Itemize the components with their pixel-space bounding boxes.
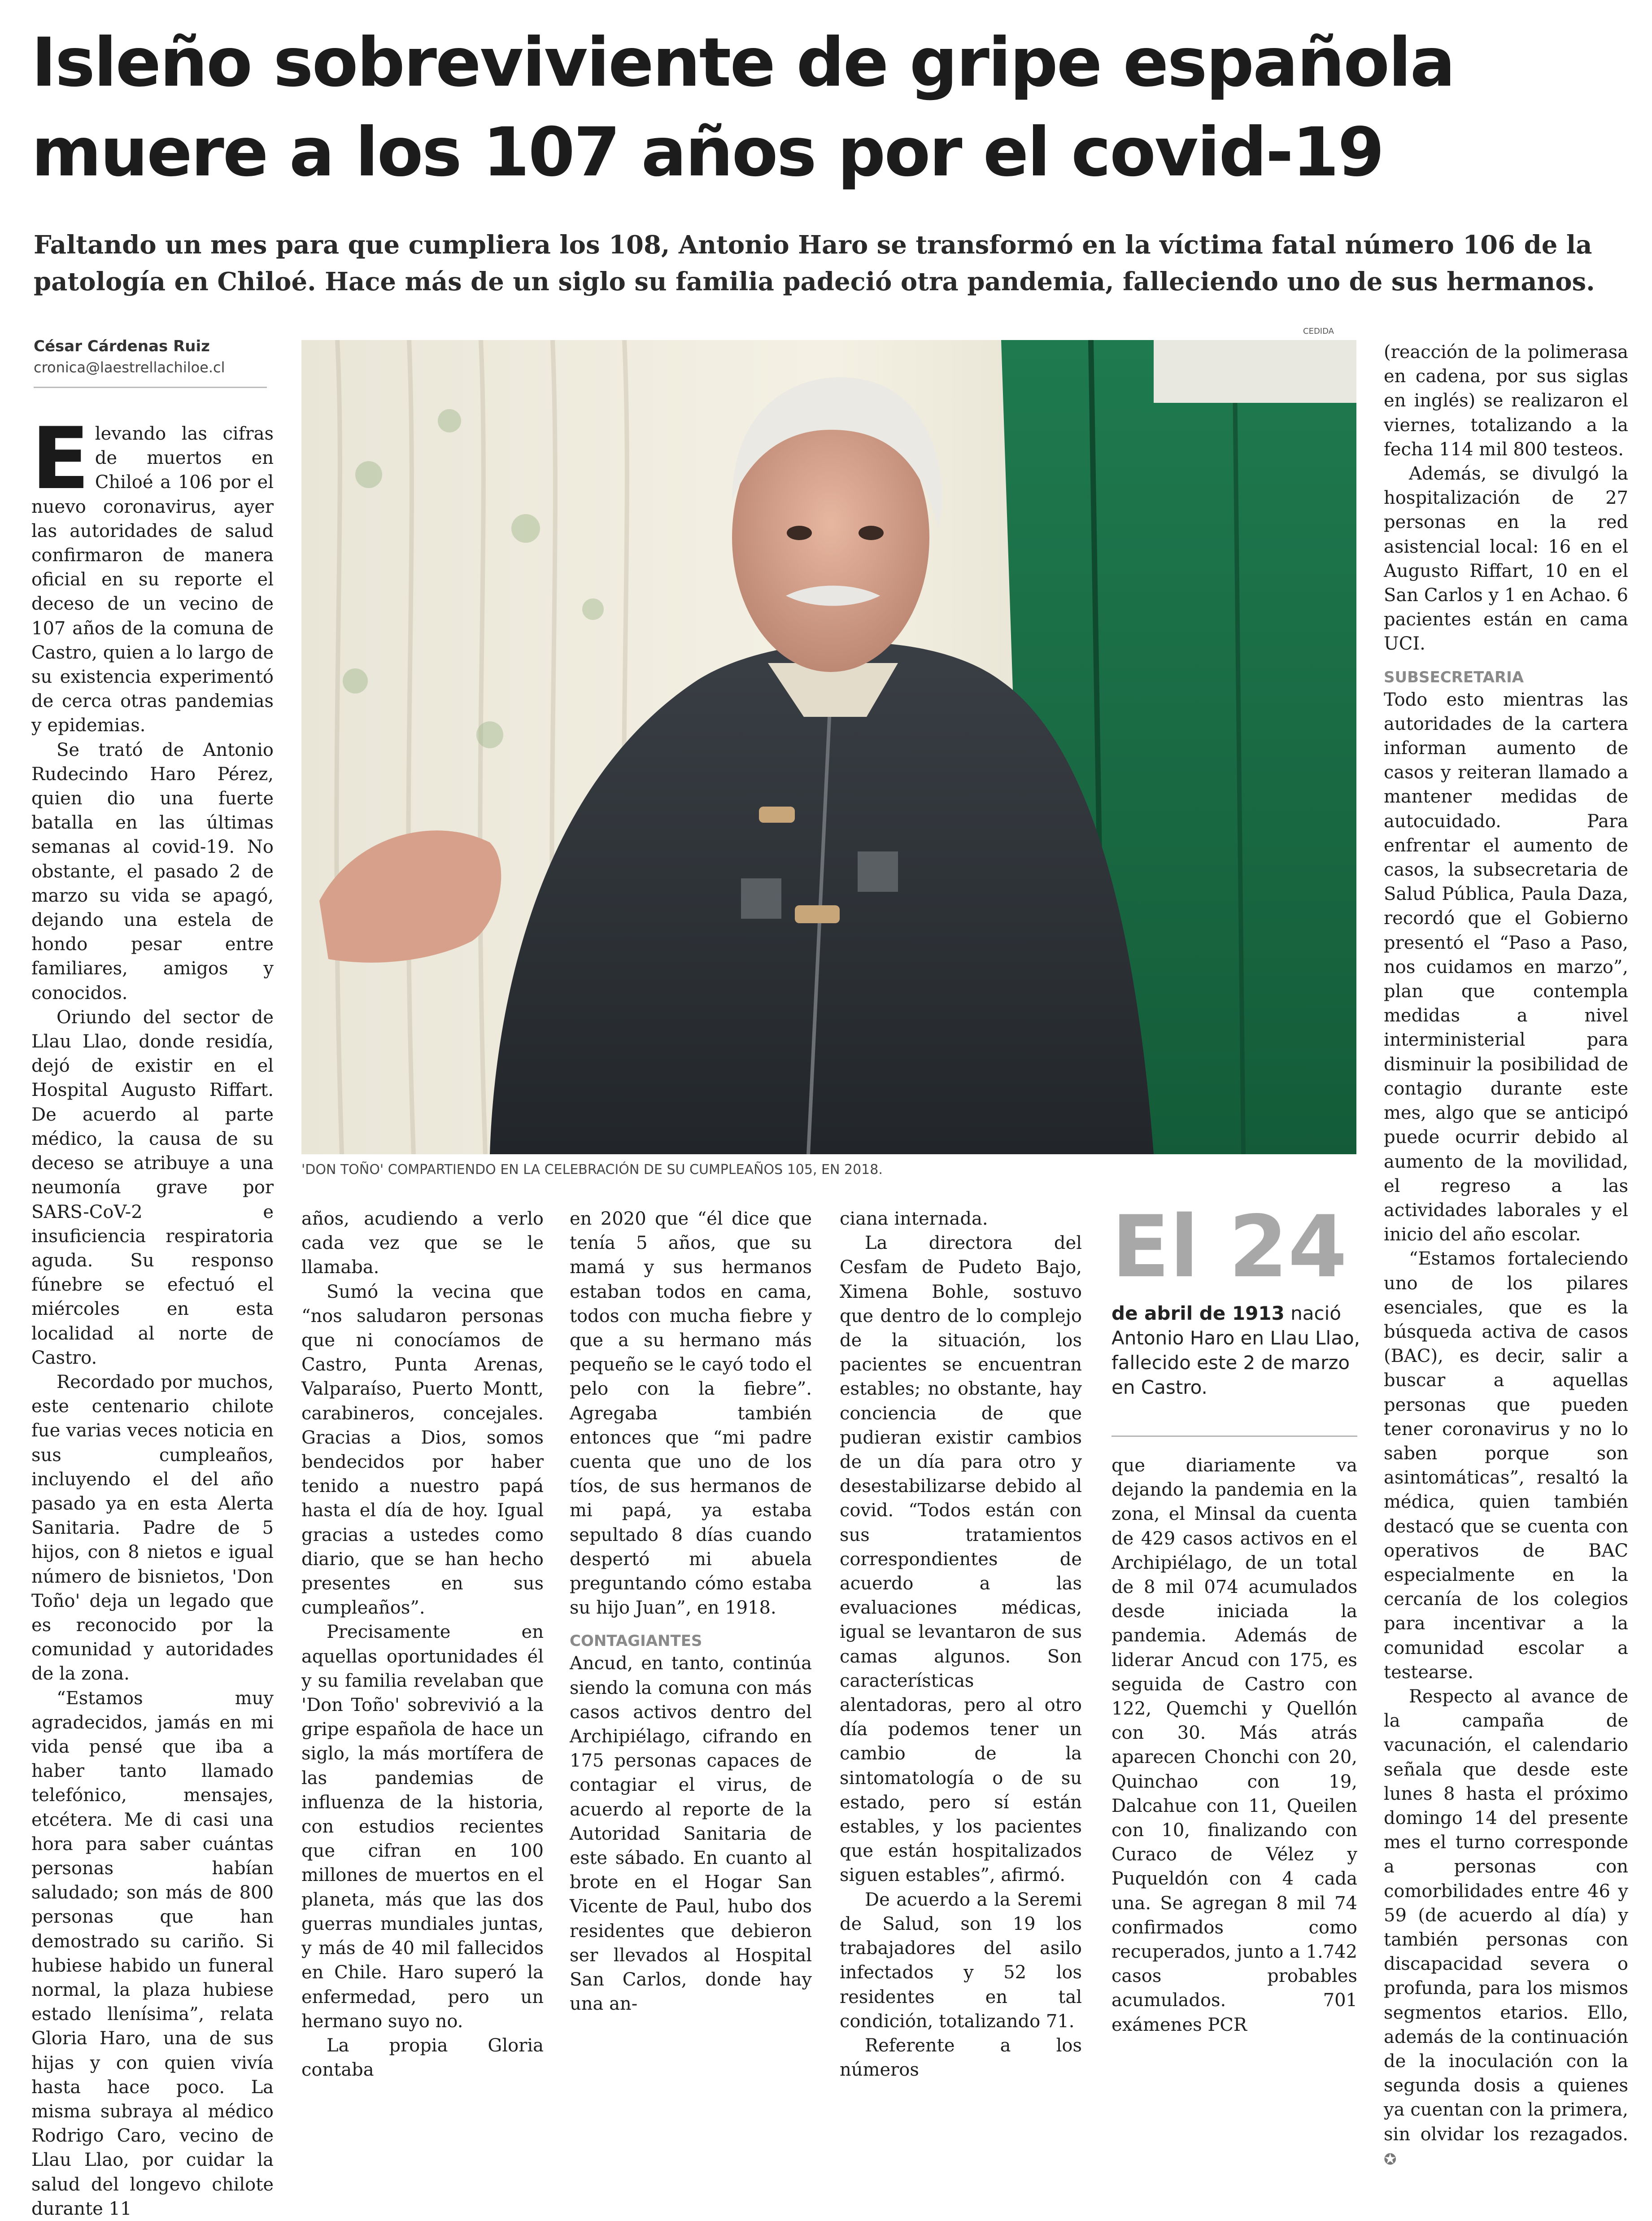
- paragraph: Referente a los números: [840, 2035, 1082, 2081]
- headline: [31, 18, 1628, 197]
- paragraph: De acuerdo a la Seremi de Salud, son 19 los trabajadores del asilo infectados y 52 los residentes en tal condición, totalizando 71.: [840, 1889, 1082, 2032]
- paragraph: Se trató de Antonio Rudecindo Haro Pérez, quien dio una fuerte batalla en las últimas semanas al covid-19. No obstante, el pasado 2 de marzo su vida se apagó, dejando una estela de hondo pesar entre familiares, amigos y conocidos.: [31, 739, 274, 1004]
- byline-email[interactable]: cronica@laestrellachiloe.cl: [34, 359, 225, 376]
- paragraph-text: Respecto al avance de la campaña de vacunación, el calendario señala que desde este lunes 8 hasta el próximo domingo 14 del presente mes el turno corresponde a personas con comorbilidades entre 46 y 59 (de acuerdo al día) y también personas con discapacidad severa o profunda, para los mismos segmentos etarios. Ello, además de la continuación de la inoculación con la segunda dosis a quienes ya cuentan con la primera, sin olvidar los rezagados.: [1384, 1686, 1628, 2145]
- headline-line-2: muere a los 107 años por el covid-19: [31, 113, 1383, 192]
- paragraph: Además, se divulgó la hospitalización de 27 personas en la red asistencial local: 16 en el Augusto Riffart, 10 en el San Carlos y 1 en Achao. 6 pacientes están en cama UCI.: [1384, 463, 1628, 655]
- paragraph: Recordado por muchos, este centenario chilote fue varias veces noticia en sus cumpleaños, incluyendo el del año pasado ya en esta Alerta Sanitaria. Padre de 5 hijos, con 8 nietos e igual número de bisnietos, 'Don Toño' deja un legado que es reconocido por la comunidad y autoridades de la zona.: [31, 1371, 274, 1684]
- photo-credit: CEDIDA: [1303, 327, 1334, 336]
- factbox-rest: nació Antonio Haro en Llau Llao, fallecido este 2 de marzo en Castro.: [1112, 1302, 1360, 1398]
- paragraph: Todo esto mientras las autoridades de la cartera informan aumento de casos y reiteran llamado a mantener medidas de autocuidado. Para enfrentar el aumento de casos, la subsecretaria de Salud Pública, Paula Daza, recordó que el Gobierno presentó el “Paso a Paso, nos cuidamos en marzo”, plan que contempla medidas a nivel interministerial para disminuir la posibilidad de contagio durante este mes, algo que se anticipó puede ocurrir debido al aumento de la movilidad, el regreso a las actividades laborales y el inicio del año escolar.: [1384, 689, 1628, 1245]
- article-column-6: [1384, 340, 1628, 2172]
- byline-divider: [34, 387, 267, 388]
- factbox-text: [1112, 1301, 1363, 1400]
- paragraph: Precisamente en aquellas oportunidades él y su familia revelaban que 'Don Toño' sobrevivió a la gripe española de hace un siglo, la más mortífera de las pandemias de influenza de la historia, con estudios recientes que cifran en 100 millones de muertos en el planeta, más que las dos guerras mundiales juntas, y más de 40 mil fallecidos en Chile. Haro superó la enfermedad, pero un hermano suyo no.: [301, 1622, 544, 2032]
- end-mark-icon: ✪: [1384, 2150, 1397, 2169]
- headline-line-1: Isleño sobreviviente de gripe española: [31, 24, 1454, 102]
- factbox-bold: de abril de 1913: [1112, 1302, 1285, 1324]
- paragraph: [1384, 1684, 1628, 2172]
- paragraph: en 2020 que “él dice que tenía 5 años, que su mamá y sus hermanos estaban todos en cama, todos con mucha fiebre y que a su hermano más pequeño se le cayó todo el pelo con la fiebre”. Agregaba también entonces que “mi padre cuenta que uno de los tíos, de sus hermanos de mi papá, ya estaba sepultado 8 días cuando despertó mi abuela preguntando cómo estaba su hijo Juan”, en 1918.: [570, 1209, 812, 1619]
- photo-caption: 'DON TOÑO' COMPARTIENDO EN LA CELEBRACIÓN DE SU CUMPLEAÑOS 105, EN 2018.: [301, 1162, 883, 1178]
- paragraph: Sumó la vecina que “nos saludaron personas que ni conocíamos de Castro, Punta Arenas, Valparaíso, Puerto Montt, carabineros, concejales. Gracias a Dios, somos bendecidos por haber tenido a nuestro papá hasta el día de hoy. Igual gracias a ustedes como diario, que se han hecho presentes en sus cumpleaños”.: [301, 1281, 544, 1619]
- article-column-1: [31, 409, 274, 2221]
- lead-paragraph: [31, 409, 274, 738]
- section-subtitle-subsecretaria: SUBSECRETARIA: [1384, 668, 1524, 686]
- paragraph: “Estamos fortaleciendo uno de los pilares esenciales, que es la búsqueda activa de casos (BAC), es decir, salir a buscar a aquellas personas que pueden tener coronavirus y no lo saben porque son asintomáticas”, resaltó la médica, quien también destacó que se cuenta con operativos de BAC especialmente en la cercanía de los colegios para incentivar a la comunidad escolar a testearse.: [1384, 1248, 1628, 1683]
- article-column-2: [301, 1207, 544, 2082]
- section-subtitle-contagiantes: CONTAGIANTES: [570, 1632, 702, 1650]
- paragraph: (reacción de la polimerasa en cadena, por sus siglas en inglés) se realizaron el viernes, totalizando a la fecha 114 mil 800 testeos.: [1384, 342, 1628, 460]
- byline-author: César Cárdenas Ruiz: [34, 337, 210, 355]
- article-column-3: [570, 1207, 812, 2016]
- article-column-4: [840, 1207, 1082, 2082]
- paragraph: Oriundo del sector de Llau Llao, donde residía, dejó de existir en el Hospital Augusto Riffart. De acuerdo al parte médico, la causa de su deceso se atribuye a una neumonía grave por SARS-CoV-2 e insuficiencia respiratoria aguda. Su responso fúnebre se efectuó el miércoles en esta localidad al norte de Castro.: [31, 1007, 274, 1368]
- paragraph: que diariamente va dejando la pandemia en la zona, el Minsal da cuenta de 429 casos activos en el Archipiélago, de un total de 8 mil 074 acumulados desde iniciada la pandemia. Además de liderar Ancud con 175, es seguida de Castro con 122, Quemchi y Quellón con 30. Más atrás aparecen Chonchi con 20, Quinchao con 19, Dalcahue con 11, Queilen con 10, finalizando con Curaco de Vélez y Puqueldón con 4 cada una. Se agregan 8 mil 74 confirmados como recuperados, junto a 1.742 casos probables acumulados. 701 exámenes PCR: [1112, 1455, 1357, 2035]
- portrait-photo: [301, 340, 1356, 1154]
- factbox-number: El 24: [1112, 1197, 1347, 1296]
- paragraph: La directora del Cesfam de Pudeto Bajo, Ximena Bohle, sostuvo que dentro de lo complejo de la situación, los pacientes se encuentran estables; no obstante, hay conciencia de que pudieran existir cambios de un día para otro y desestabilizarse debido al covid. “Todos están con sus tratamientos correspondientes de acuerdo a las evaluaciones médicas, igual se levantaron de sus camas algunos. Son características alentadoras, pero al otro día podemos tener un cambio de la sintomatología o de su estado, pero sí están estables, y los pacientes que están hospitalizados siguen estables”, afirmó.: [840, 1233, 1082, 1886]
- drop-cap: E: [31, 409, 90, 508]
- paragraph: “Estamos muy agradecidos, jamás en mi vida pensé que iba a haber tanto llamado telefónico, mensajes, etcétera. Me di casi una hora para saber cuántas personas habían saludado; son más de 800 personas que han demostrado su cariño. Si hubiese habido un funeral normal, la plaza hubiese estado llenísima”, relata Gloria Haro, una de sus hijas y con quien vivía hasta hace poco. La misma subraya al médico Rodrigo Caro, vecino de Llau Llao, por cuidar la salud del longevo chilote durante 11: [31, 1688, 274, 2219]
- paragraph: años, acudiendo a verlo cada vez que se le llamaba.: [301, 1209, 544, 1278]
- subheadline: Faltando un mes para que cumpliera los 108, Antonio Haro se transformó en la víctima fatal número 106 de la patología en Chiloé. Hace más de un siglo su familia padeció otra pandemia, falleciendo uno de sus hermanos.: [34, 230, 1595, 297]
- lead-text: levando las cifras de muertos en Chiloé a 106 por el nuevo coronavirus, ayer las autoridades de salud confirmaron de manera oficial en su reporte el deceso de un vecino de 107 años de la comuna de Castro, quien a lo largo de su existencia experimentó de cerca otras pandemias y epidemias.: [31, 423, 274, 736]
- factbox-divider: [1112, 1436, 1357, 1437]
- paragraph: La propia Gloria contaba: [301, 2035, 544, 2081]
- paragraph: Ancud, en tanto, continúa siendo la comuna con más casos activos dentro del Archipiélago, cifrando en 175 personas capaces de contagiar el virus, de acuerdo al reporte de la Autoridad Sanitaria de este sábado. En cuanto al brote en el Hogar San Vicente de Paul, hubo dos residentes que debieron ser llevados al Hospital San Carlos, donde hay una an-: [570, 1653, 812, 2015]
- paragraph: ciana internada.: [840, 1209, 988, 1229]
- article-column-5: [1112, 1453, 1357, 2037]
